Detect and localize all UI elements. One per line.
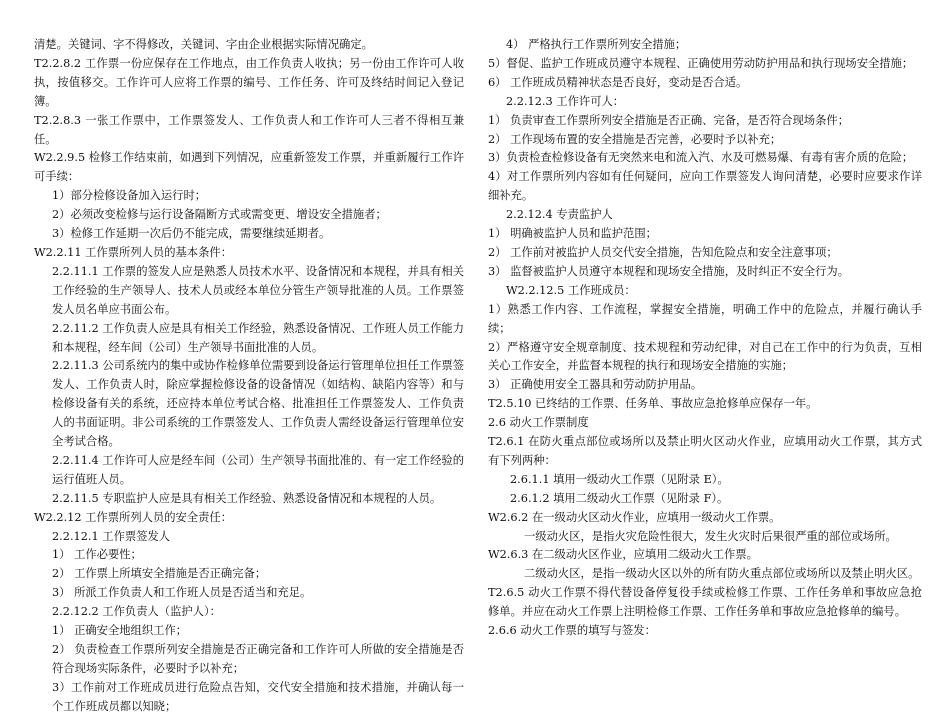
paragraph: W2.2.9.5 检修工作结束前，如遇到下列情况，应重新签发工作票，并重新履行工作许可手续： [34,151,464,184]
paragraph: 2.2.12.2 工作负责人（监护人）： [52,605,221,619]
paragraph: 3） 监督被监护人员遵守本规程和现场安全措施，及时纠正不安全行为。 [488,264,849,278]
paragraph: 4） 严格执行工作票所列安全措施； [506,38,687,51]
paragraph: 2.2.11.2 工作负责人应是具有相关工作经验，熟悉设备情况、工作班人员工作能力和本规程，经车间（公司）生产领导书面批准的人员。 [52,321,464,354]
left-column [34,36,464,717]
paragraph: 3）工作前对工作班成员进行危险点告知，交代安全措施和技术措施，并确认每一个工作班成员都以知晓； [52,680,464,713]
paragraph: 2.6.6 动火工作票的填写与签发： [488,624,656,638]
paragraph: 清楚。关键词、字不得修改，关键词、字由企业根据实际情况确定。 [34,38,373,51]
paragraph: 2.2.11.5 专职监护人应是具有相关工作经验、熟悉设备情况和本规程的人员。 [52,491,442,505]
paragraph: T2.5.10 已终结的工作票、任务单、事故应急抢修单应保存一年。 [488,397,818,411]
paragraph: 2.6 动火工作票制度 [488,416,589,430]
paragraph: T2.2.8.2 工作票一份应保存在工作地点，由工作负责人收执；另一份由工作许可人收执，按值移交。工作许可人应将工作票的编号、工作任务、许可及终结时间记入登记簿。 [34,56,464,108]
paragraph: 2） 工作票上所填安全措施是否正确完备； [52,567,267,581]
paragraph: W2.2.12 工作票所列人员的安全责任： [34,510,232,524]
paragraph: 2.2.11.3 公司系统内的集中或协作检修单位需要到设备运行管理单位担任工作票签发人、工作负责人时，除应掌握检修设备的设备情况（如结构、缺陷内容等）和与检修设备有关的系统，还应持本单位考试合格、批准担任工作票签发人、工作负责人的书面证明。非公司系统的工作票签发人、工作负责人需经设备运行管理单位安全考试合格。 [52,359,464,449]
paragraph: W2.2.12.5 工作班成员： [506,283,636,297]
paragraph: 2.6.1.2 填用二级动火工作票（见附录 F）。 [510,491,729,505]
paragraph: W2.6.3 在二级动火区作业，应填用二级动火工作票。 [488,548,758,562]
paragraph: 2） 工作前对被监护人员交代安全措施，告知危险点和安全注意事项； [488,245,838,259]
paragraph: 1） 工作必要性； [52,548,142,562]
paragraph: 6） 工作班成员精神状态是否良好，变动是否合适。 [488,75,748,89]
paragraph: 3）检修工作延期一次后仍不能完成，需要继续延期者。 [52,227,331,241]
paragraph: 4）对工作票所列内容如有任何疑问，应向工作票签发人询问清楚，必要时应要求作详细补充。 [488,170,922,203]
paragraph: 2）必须改变检修与运行设备隔断方式或需变更、增设安全措施者； [52,208,387,222]
paragraph: 1） 明确被监护人员和监护范围； [488,227,657,241]
paragraph: 2） 负责检查工作票所列安全措施是否正确完备和工作许可人所做的安全措施是否符合现场实际条件，必要时予以补充； [52,643,464,675]
paragraph: 2） 工作现场布置的安全措施是否完善，必要时予以补充； [488,132,782,146]
paragraph: T2.6.1 在防火重点部位或场所以及禁止明火区动火作业，应填用动火工作票，其方式有下列两种： [488,435,922,467]
paragraph: 2.2.12.1 工作票签发人 [52,529,171,543]
paragraph: 2.2.11.4 工作许可人应是经车间（公司）生产领导书面批准的、有一定工作经验的运行值班人员。 [52,453,464,486]
paragraph: 1） 负责审查工作票所列安全措施是否正确、完备，是否符合现场条件； [488,113,849,127]
paragraph: 一级动火区，是指火灾危险性很大，发生火灾时后果很严重的部位或场所。 [524,529,897,543]
right-column [488,36,922,641]
paragraph: 2.6.1.1 填用一级动火工作票（见附录 E）。 [510,472,729,486]
paragraph: 3） 正确使用安全工器具和劳动防护用品。 [488,378,703,392]
paragraph: 2.2.12.4 专责监护人 [506,208,613,222]
paragraph: 3）负责检查检修设备有无突然来电和流入汽、水及可燃易爆、有毒有害介质的危险； [488,151,914,165]
paragraph: 1）熟悉工作内容、工作流程，掌握安全措施，明确工作中的危险点，并履行确认手续； [488,302,922,335]
paragraph: 2.2.12.3 工作许可人： [506,94,625,108]
paragraph: 2.2.11.1 工作票的签发人应是熟悉人员技术水平、设备情况和本规程，并具有相关工作经验的生产领导人、技术人员或经本单位分管生产领导批准的人员。工作票签发人员名单应书面公布。 [52,264,464,316]
paragraph: W2.6.2 在一级动火区动火作业，应填用一级动火工作票。 [488,510,781,524]
paragraph: 3） 所派工作负责人和工作班人员是否适当和充足。 [52,586,312,600]
paragraph: T2.2.8.3 一张工作票中，工作票签发人、工作负责人和工作许可人三者不得相互兼任。 [34,113,464,146]
paragraph: 5）督促、监护工作班成员遵守本规程、正确使用劳动防护用品和执行现场安全措施； [488,56,914,70]
paragraph: 2）严格遵守安全规章制度、技术规程和劳动纪律，对自己在工作中的行为负责，互相关心工作安全，并监督本规程的执行和现场安全措施的实施； [488,340,922,373]
paragraph: 1） 正确安全地组织工作； [52,624,188,638]
paragraph: W2.2.11 工作票所列人员的基本条件： [34,245,232,259]
paragraph: 二级动火区，是指一级动火区以外的所有防火重点部位或场所以及禁止明火区。 [524,567,920,581]
paragraph: T2.6.5 动火工作票不得代替设备停复役手续或检修工作票、工作任务单和事故应急抢修单。并应在动火工作票上注明检修工作票、工作任务单和事故应急抢修单的编号。 [488,586,922,619]
paragraph: 1）部分检修设备加入运行时； [52,189,207,203]
